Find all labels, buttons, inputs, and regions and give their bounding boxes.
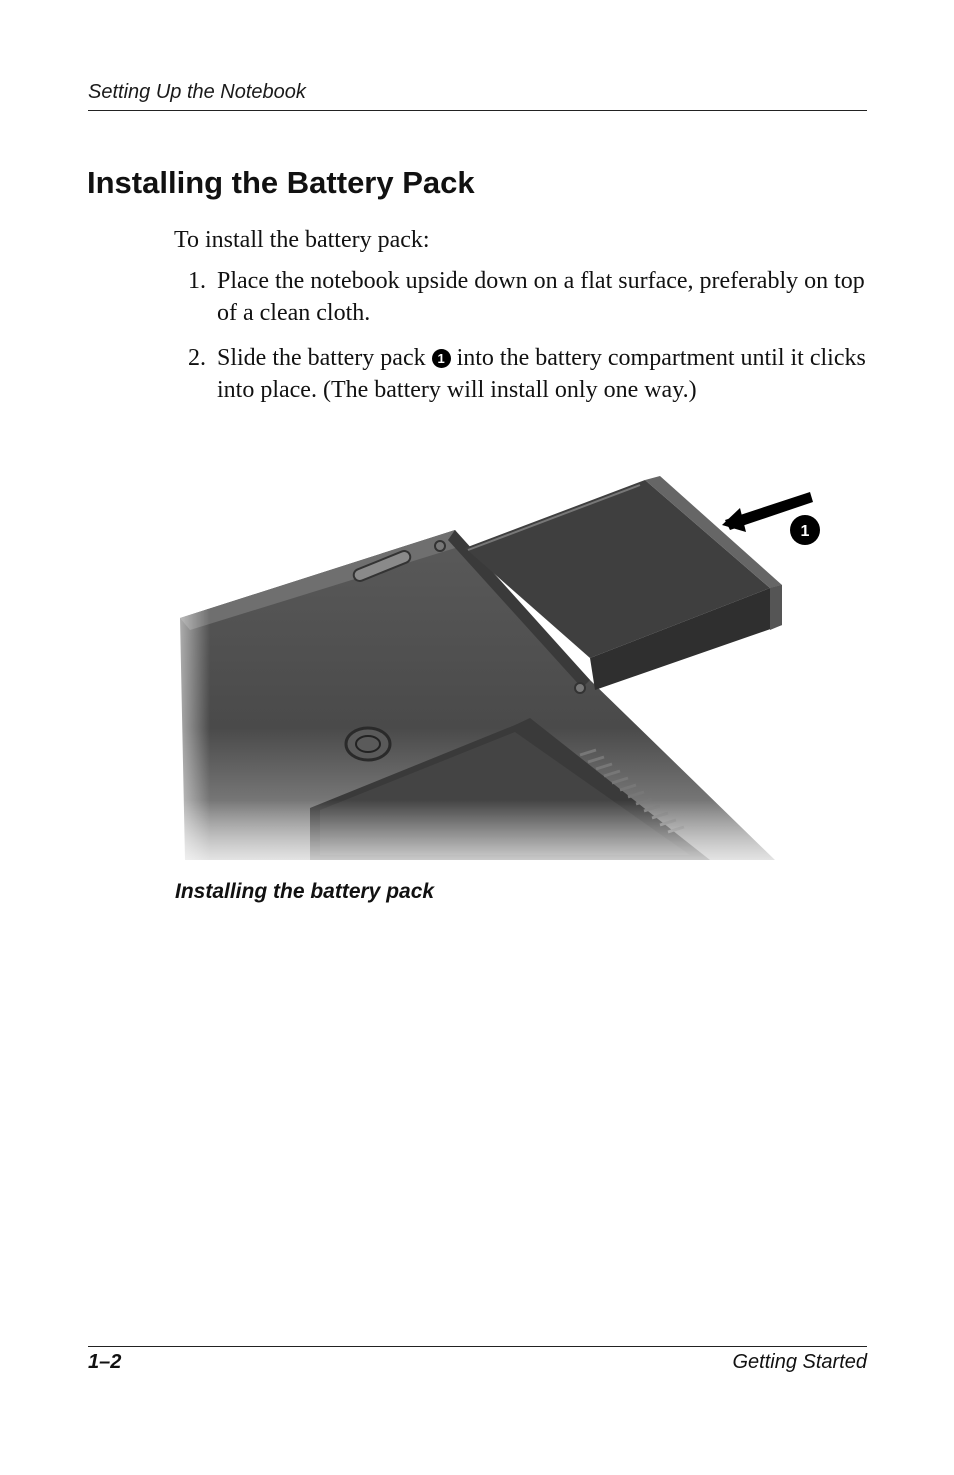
battery-install-figure (170, 470, 830, 870)
header-section-title: Setting Up the Notebook (88, 81, 306, 103)
step-text: Place the notebook upside down on a flat surface, preferably on top of a clean cloth. (217, 268, 865, 326)
step-number: 2. (188, 345, 206, 371)
step-text (217, 342, 878, 406)
step-number: 1. (188, 268, 206, 294)
step-2 (188, 342, 878, 406)
step-1 (188, 265, 878, 329)
footer-book-title: Getting Started (732, 1351, 867, 1373)
page-number: 1–2 (88, 1351, 122, 1373)
figure-callout-label: 1 (800, 523, 810, 540)
page-title: Installing the Battery Pack (87, 165, 475, 200)
step-text-after: into the battery compartment until it clicks into place. (The battery will install only one way.) (217, 345, 866, 403)
header-rule (88, 110, 867, 111)
figure-caption: Installing the battery pack (175, 880, 435, 903)
step-text-before: Slide the battery pack (217, 345, 426, 371)
notebook-battery-illustration-icon (170, 470, 830, 870)
intro-text: To install the battery pack: (174, 227, 430, 253)
footer-rule (88, 1346, 867, 1347)
callout-1-icon: 1 (432, 349, 451, 368)
